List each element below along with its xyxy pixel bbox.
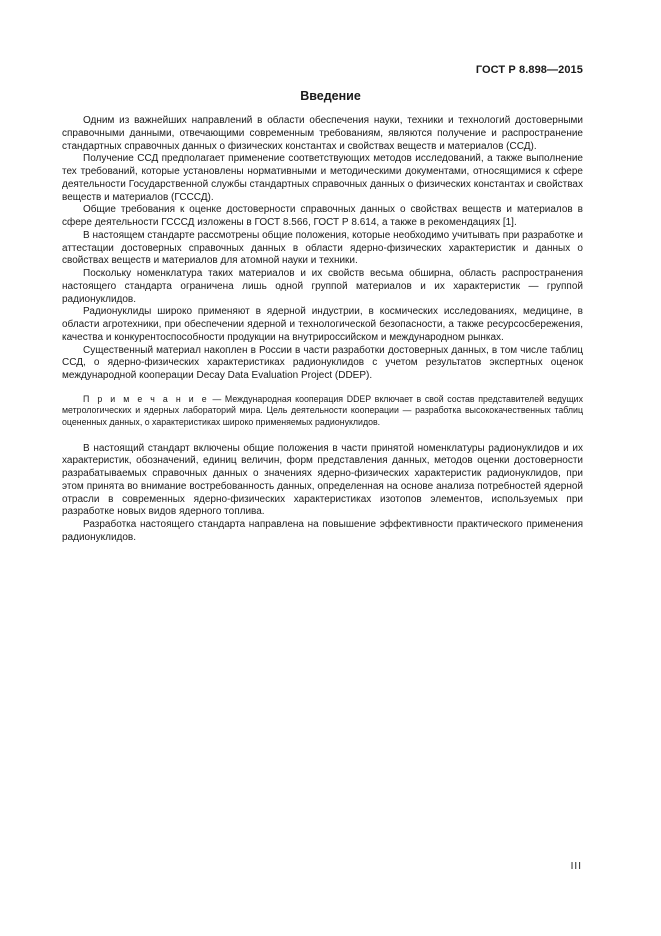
paragraph: Получение ССД предполагает применение соответствующих методов исследований, а также выполнение тех требований, которые установлены нормативными и методическими документами, относящимися к сфере деятельности Государственной службы стандартных справочных данных о физических константах и свойствах веществ и материалов (ГСССД). [62,153,583,203]
paragraph: Существенный материал накоплен в России в части разработки достоверных данных, в том числе таблиц ССД, о ядерно-физических характеристиках радионуклидов с учетом результатов экспертных оценок международной кооперации Decay Data Evaluation Project (DDEP). [62,344,583,381]
document-code: ГОСТ Р 8.898—2015 [475,64,583,76]
paragraph: Поскольку номенклатура таких материалов и их свойств весьма обширна, область распространения настоящего стандарта ограничена лишь одной группой материалов и их характеристик — группой радионуклидов. [62,268,583,305]
note-label: П р и м е ч а н и е [83,393,209,404]
paragraph: Разработка настоящего стандарта направлена на повышение эффективности практического применения радионуклидов. [62,519,583,543]
paragraph: Радионуклиды широко применяют в ядерной индустрии, в космических исследованиях, медицине, в области агротехники, при обеспечении ядерной и технологической безопасности, а также ресурсосбережения, качества и конкурентоспособности продукции на внутрироссийском и международном рынках. [62,306,583,343]
paragraph: Общие требования к оценке достоверности справочных данных о свойствах веществ и материалов в сфере деятельности ГСССД изложены в ГОСТ 8.566, ГОСТ Р 8.614, а также в рекомендациях [1]. [62,204,583,228]
paragraph: Одним из важнейших направлений в области обеспечения науки, техники и технологий достоверными справочными данными, отвечающими современным требованиям, являются получение и распространение стандартных справочных данных о физических константах и свойствах веществ и материалов (ССД). [62,115,583,152]
paragraph: В настоящий стандарт включены общие положения в части принятой номенклатуры радионуклидов и их характеристик, обозначений, единиц величин, форм представления данных, методов оценки достоверности разрабатываемых справочных данных о значениях ядерно-физических характеристик радионуклидов, при этом принята во внимание востребованность данных, определенная на основе анализа потребностей ядерной отрасли в современных ядерно-физических характеристиках изотопов элементов, используемых при разработке новых видов ядерного топлива. [62,442,583,518]
section-title: Введение [300,89,361,103]
body-text [62,115,583,545]
paragraph: В настоящем стандарте рассмотрены общие положения, которые необходимо учитывать при разработке и аттестации достоверных справочных данных в области ядерно-физических характеристик и данных о свойствах веществ и материалов для атомной науки и техники. [62,229,583,267]
page-number: III [570,861,582,872]
note-text: — Международная кооперация DDEP включает в свой состав представителей ведущих метрологических и ядерных лабораторий мира. Цель деятельности кооперации — разработка высококачественных таблиц оцененных данных, о характеристиках широко применяемых радионуклидов. [62,393,583,427]
note [62,394,583,429]
